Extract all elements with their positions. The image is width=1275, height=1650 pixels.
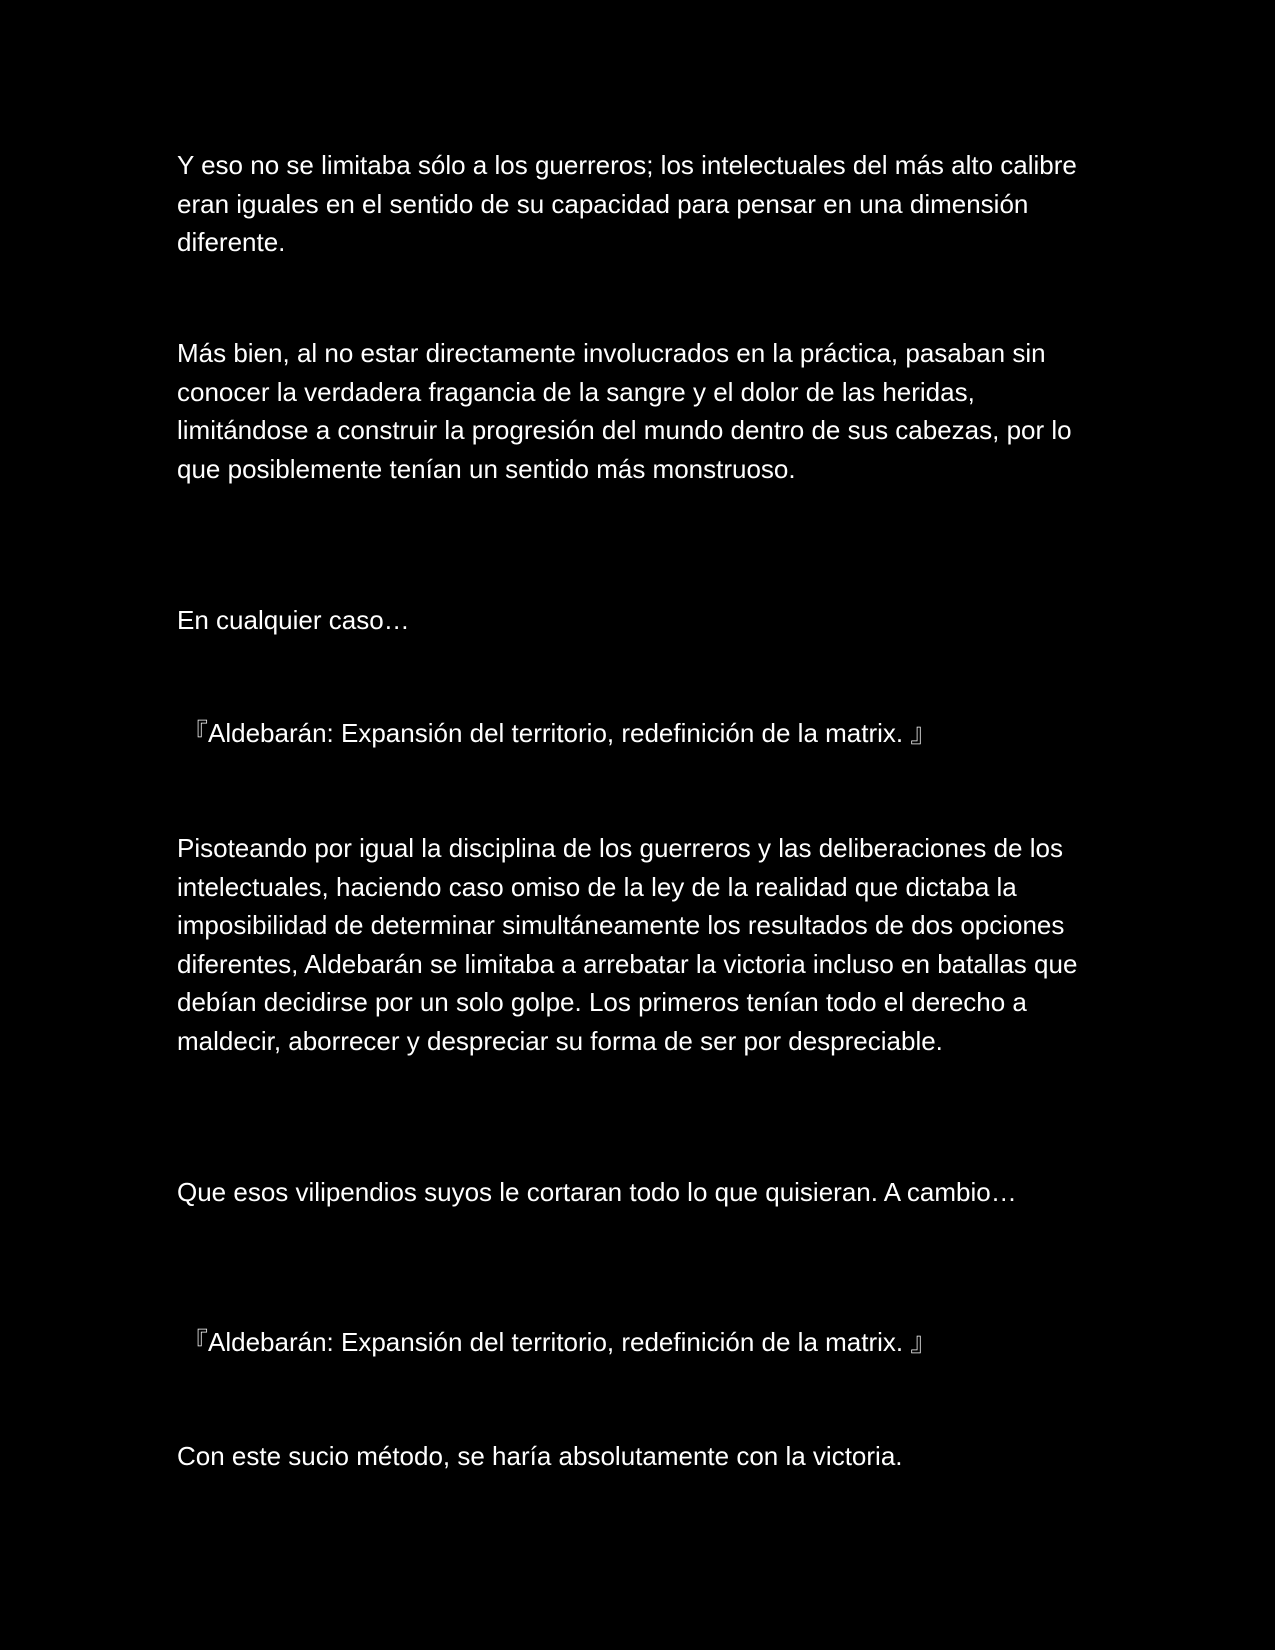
paragraph-1: Y eso no se limitaba sólo a los guerreros; los intelectuales del más alto calibre eran iguales en el sentido de su capacidad para pensar en una dimensión diferente. <box>177 150 1077 258</box>
paragraph-6: Que esos vilipendios suyos le cortaran todo lo que quisieran. A cambio… <box>177 1177 1017 1207</box>
quote-line-2: 『Aldebarán: Expansión del territorio, redefinición de la matrix. 』 <box>182 1327 937 1357</box>
paragraph-8: Con este sucio método, se haría absolutamente con la victoria. <box>177 1441 903 1471</box>
paragraph-3: En cualquier caso… <box>177 605 410 635</box>
paragraph-5: Pisoteando por igual la disciplina de los guerreros y las deliberaciones de los intelectuales, haciendo caso omiso de la ley de la realidad que dictaba la imposibilidad de determinar simultáneamente los resultados de dos opciones diferentes, Aldebarán se limitaba a arrebatar la victoria incluso en batallas que debían decidirse por un solo golpe. Los primeros tenían todo el derecho a maldecir, aborrecer y despreciar su forma de ser por despreciable. <box>177 833 1078 1056</box>
paragraph-2: Más bien, al no estar directamente involucrados en la práctica, pasaban sin conocer la verdadera fragancia de la sangre y el dolor de las heridas, limitándose a construir la progresión del mundo dentro de sus cabezas, por lo que posiblemente tenían un sentido más monstruoso. <box>177 338 1072 484</box>
quote-line-1: 『Aldebarán: Expansión del territorio, redefinición de la matrix. 』 <box>182 718 937 748</box>
